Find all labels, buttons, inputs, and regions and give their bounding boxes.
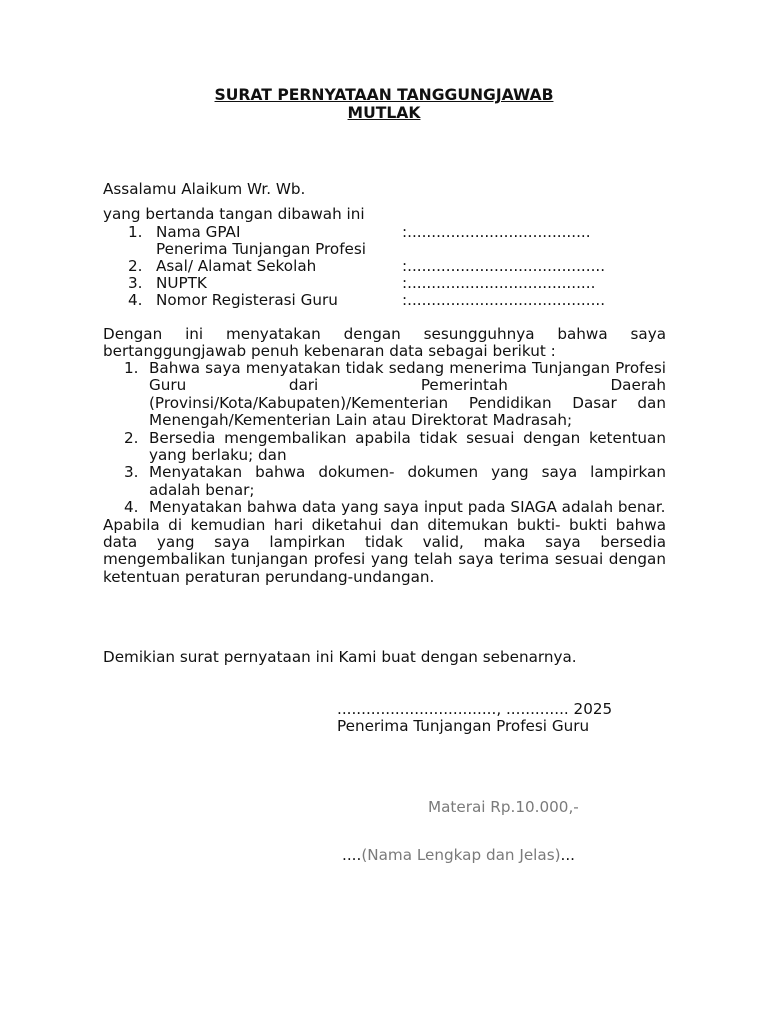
title-line-2: MUTLAK <box>347 104 421 122</box>
name-dots-prefix: .... <box>342 846 362 864</box>
signer-name-line <box>342 846 575 864</box>
list-item-text: Bersedia mengembalikan apabila tidak sesuai dengan ketentuan yang berlaku; dan <box>149 428 666 465</box>
list-item <box>103 360 666 430</box>
identity-number: 2. <box>128 257 143 275</box>
name-placeholder: (Nama Lengkap dan Jelas) <box>361 846 561 864</box>
materai-stamp-label: Materai Rp.10.000,- <box>428 798 579 816</box>
identity-number: 4. <box>128 291 143 309</box>
list-item <box>103 430 666 465</box>
closing-line: Demikian surat pernyataan ini Kami buat dengan sebenarnya. <box>103 648 577 666</box>
identity-label: Asal/ Alamat Sekolah <box>156 257 317 275</box>
identity-label: NUPTK <box>156 274 207 292</box>
list-item <box>103 464 666 499</box>
place-date-line: ................................., ............. 2025 <box>337 700 613 718</box>
list-item-number: 2. <box>124 428 139 447</box>
list-item-number: 4. <box>124 498 139 517</box>
list-item-number: 3. <box>124 463 139 482</box>
closing-paragraph: Apabila di kemudian hari diketahui dan ditemukan bukti- bukti bahwa data yang saya lampirkan tidak valid, maka saya bersedia mengembalikan tunjangan profesi yang telah saya terima sesuai dengan ketentuan peraturan perundang-undangan. <box>103 515 666 586</box>
identity-label: Nama GPAI <box>156 223 241 241</box>
identity-fill-line: :......................................... <box>402 291 606 309</box>
intro-text: yang bertanda tangan dibawah ini <box>103 205 365 223</box>
list-item-number: 1. <box>124 359 139 377</box>
statement-intro: Dengan ini menyatakan dengan sesungguhnya bahwa saya bertanggungjawab penuh kebenaran data sebagai berikut : <box>103 325 666 361</box>
identity-fill-line: :....................................... <box>402 274 596 292</box>
list-item <box>103 499 666 516</box>
statement-list <box>103 360 666 586</box>
list-item-text: Bahwa saya menyatakan tidak sedang menerima Tunjangan Profesi Guru dari Pemerintah Daerah (Provinsi/Kota/Kabupaten)/Kementerian Pendidikan Dasar dan Menengah/Kementerian Lain atau Direktorat Madrasah; <box>149 359 666 430</box>
identity-label: Nomor Registerasi Guru <box>156 291 338 309</box>
list-item-text: Menyatakan bahwa data yang saya input pada SIAGA adalah benar. <box>149 498 666 517</box>
identity-number: 1. <box>128 223 143 241</box>
identity-fill-line: :...................................... <box>402 223 591 241</box>
identity-label: Penerima Tunjangan Profesi <box>156 240 367 258</box>
list-item-text: Menyatakan bahwa dokumen- dokumen yang saya lampirkan adalah benar; <box>149 463 666 499</box>
signer-role: Penerima Tunjangan Profesi Guru <box>337 717 590 735</box>
name-dots-suffix: ... <box>560 846 576 864</box>
identity-number: 3. <box>128 274 143 292</box>
identity-fill-line: :......................................... <box>402 257 606 275</box>
document-title <box>0 86 768 122</box>
title-line-1: SURAT PERNYATAAN TANGGUNGJAWAB <box>214 86 554 104</box>
greeting: Assalamu Alaikum Wr. Wb. <box>103 180 306 198</box>
